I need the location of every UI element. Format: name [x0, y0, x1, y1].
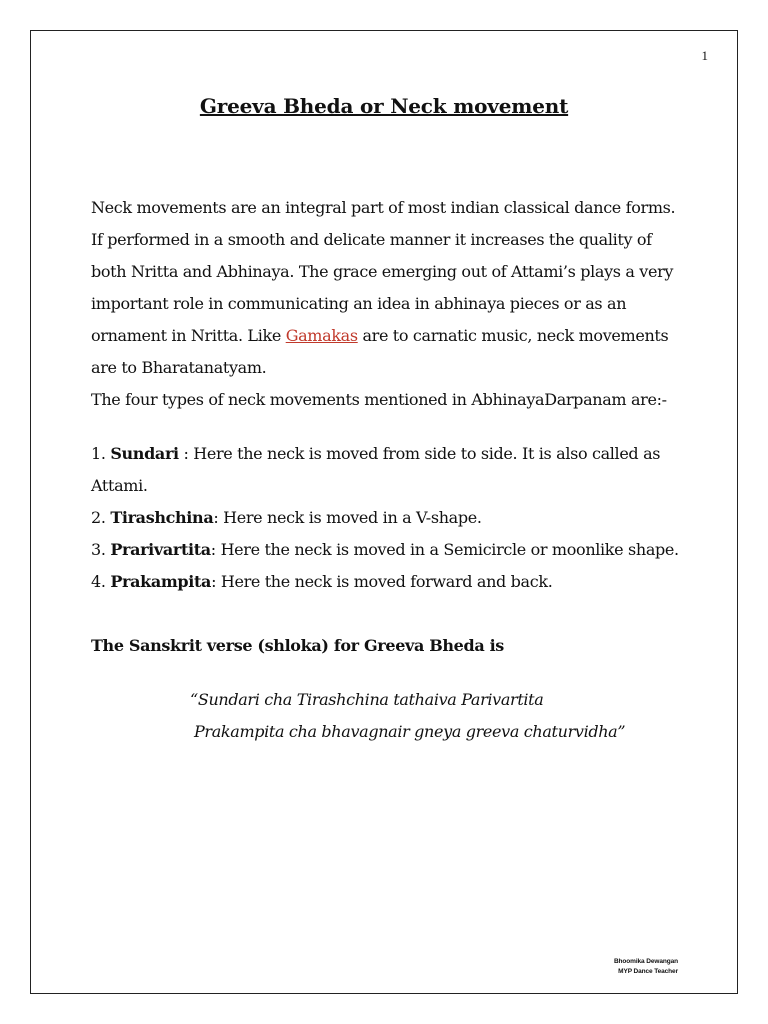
neck-movement-types-list — [91, 438, 691, 598]
types-lead-text: The four types of neck movements mentioned in AbhinayaDarpanam are:- — [91, 390, 667, 409]
intro-text-start: Neck movements are an integral part of most indian classical dance forms. If performed in a smooth and delicate manner it increases the quality of both Nritta and Abhinaya. The grace emerging out of Attami’s plays a very important role in communicating an idea in abhinaya pieces or as an ornament in Nritta. Like — [91, 198, 676, 345]
verse-line-1: “Sundari cha Tirashchina tathaiva Parivartita — [190, 690, 544, 709]
list-item-number: 2. — [91, 508, 111, 527]
list-item-number: 4. — [91, 572, 111, 591]
list-item-separator: : — [213, 508, 224, 527]
verse-line-2: Prakampita cha bhavagnair gneya greeva chaturvidha” — [194, 722, 626, 741]
list-item-description: Here the neck is moved in a Semicircle or moonlike shape. — [220, 540, 679, 559]
author-name: Bhoomika Dewangan — [613, 958, 678, 965]
intro-text-end: are to carnatic music, neck movements are to Bharatanatyam. — [91, 326, 669, 377]
document-title: Greeva Bheda or Neck movement — [199, 94, 569, 118]
author-signature — [614, 957, 678, 977]
list-item-prakampita — [91, 566, 691, 598]
list-item-description: Here the neck is moved from side to side. It is also called as Attami. — [91, 444, 661, 495]
list-item-prarivartita — [91, 534, 691, 566]
verse-heading: The Sanskrit verse (shloka) for Greeva Bheda is — [91, 636, 504, 655]
intro-paragraph — [91, 192, 691, 384]
page-number: 1 — [701, 48, 708, 63]
list-item-sundari — [91, 438, 691, 502]
list-item-term: Sundari — [110, 444, 179, 463]
list-item-number: 3. — [91, 540, 111, 559]
list-item-tirashchina — [91, 502, 691, 534]
list-item-number: 1. — [91, 444, 111, 463]
list-item-description: Here neck is moved in a V-shape. — [223, 508, 482, 527]
list-item-separator: : — [211, 572, 221, 591]
list-item-term: Prarivartita — [110, 540, 211, 559]
list-item-term: Prakampita — [110, 572, 212, 591]
list-item-separator: : — [210, 540, 221, 559]
list-item-separator: : — [178, 444, 194, 463]
list-item-term: Tirashchina — [110, 508, 214, 527]
gamakas-link[interactable]: Gamakas — [285, 326, 358, 345]
list-item-description: Here the neck is moved forward and back. — [220, 572, 553, 591]
author-role: MYP Dance Teacher — [618, 968, 678, 975]
